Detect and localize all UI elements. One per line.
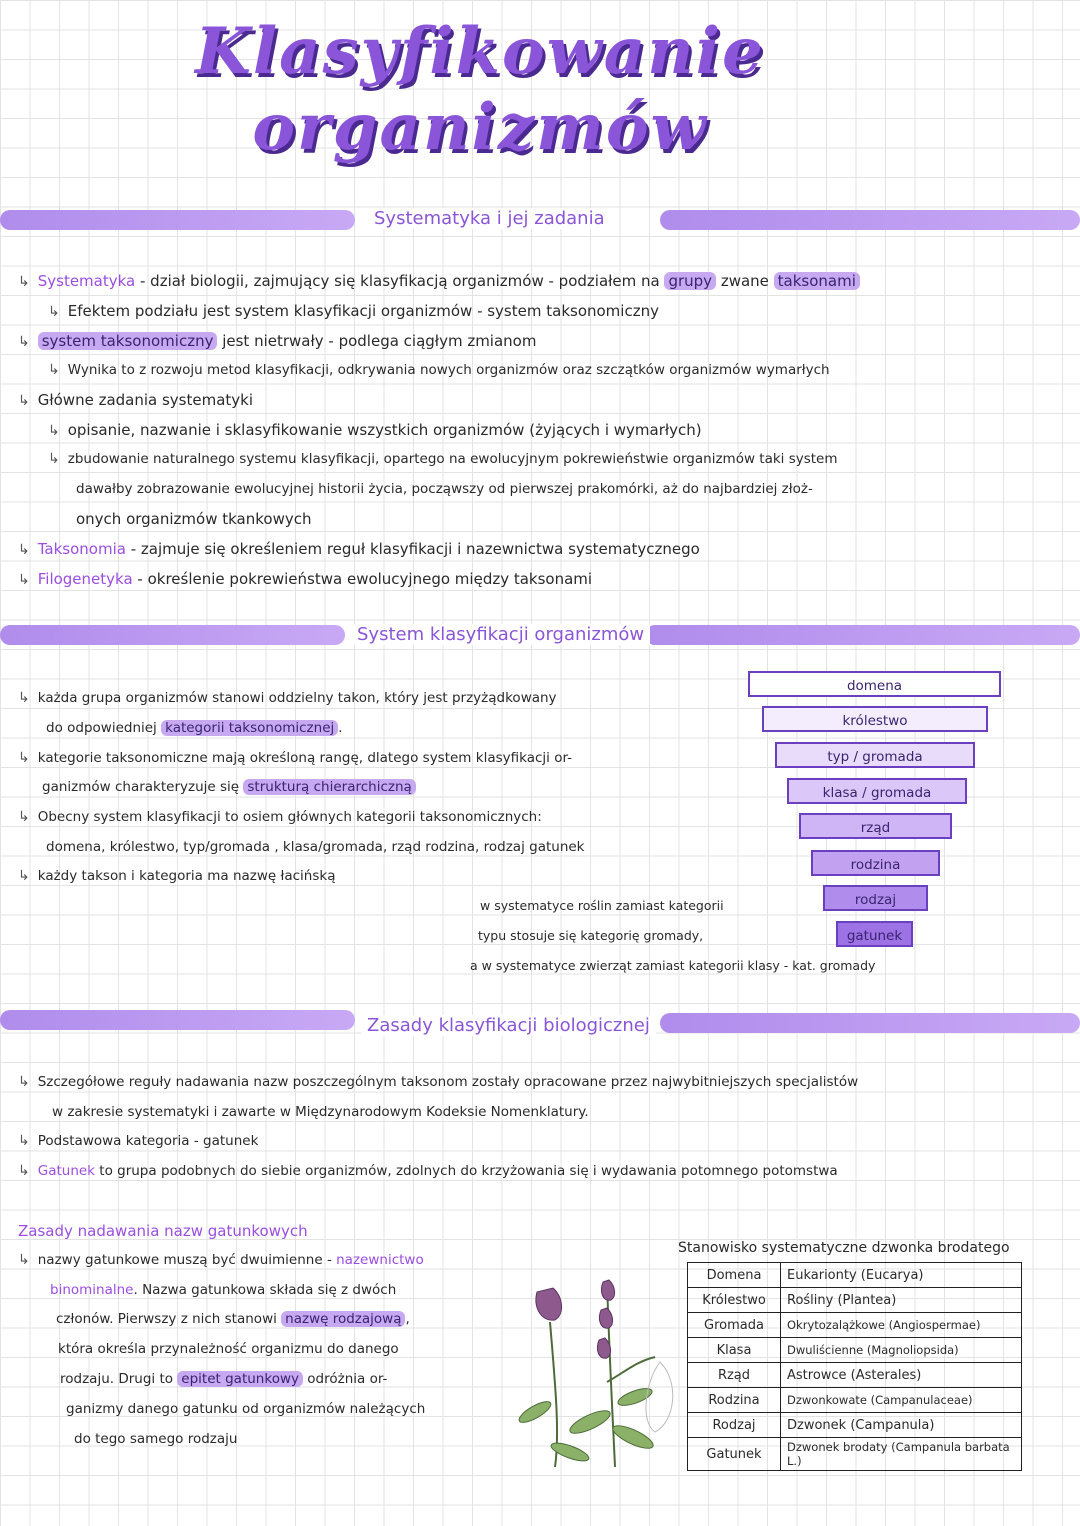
bellflower-illustration [515,1262,685,1472]
text-line [18,868,335,884]
table-row [688,1288,1022,1313]
title-line-2: organizmów [252,90,708,165]
table-row [688,1263,1022,1288]
table-cell: Rośliny (Plantea) [781,1288,1022,1313]
taxonomy-table [687,1262,1022,1471]
text: która określa przynależność organizmu do danego [58,1341,399,1357]
highlight: kategorii taksonomicznej [161,720,338,736]
arrow-icon: ↳ [18,542,30,558]
text: nazwy gatunkowe muszą być dwuimienne - [37,1252,337,1268]
arrow-icon: ↳ [18,1163,30,1179]
text: . [338,720,343,736]
text-line [18,1074,858,1090]
arrow-icon: ↳ [18,1252,30,1268]
text-line [18,1163,838,1179]
text-line [18,570,592,588]
table-title: Stanowisko systematyczne dzwonka brodatego [678,1240,1010,1256]
table-cell: Rodzina [688,1388,781,1413]
text-line [18,750,572,766]
pyramid-rodzaj: rodzaj [823,885,928,911]
text: . Nazwa gatunkowa składa się z dwóch [133,1282,397,1298]
text: to grupa podobnych do siebie organizmów, zdolnych do krzyżowania się i wydawania potomnego potomstwa [95,1163,838,1179]
section-heading-zasady: Zasady klasyfikacji biologicznej [361,1015,656,1036]
text-line [46,839,585,855]
text-line [66,1401,425,1417]
term: nazewnictwo [336,1252,424,1268]
note-line: a w systematyce zwierząt zamiast kategorii klasy - kat. gromady [470,958,876,973]
text: jest nietrwały - podlega ciągłym zmianom [217,332,537,350]
text-line [18,809,542,825]
text-line [50,1282,396,1298]
table-cell: Klasa [688,1338,781,1363]
term: binominalne [50,1282,134,1298]
section-band [0,1010,355,1030]
arrow-icon: ↳ [18,750,30,766]
arrow-icon: ↳ [48,304,60,320]
text: rodzaju. Drugi to [60,1371,178,1387]
table-cell: Rząd [688,1363,781,1388]
arrow-icon: ↳ [18,809,30,825]
table-row [688,1413,1022,1438]
page-title [100,14,860,166]
text: dawałby zobrazowanie ewolucyjnej historii życia, począwszy od pierwszej prakomórki, aż do najbardziej złoż- [76,481,813,497]
text: Szczegółowe reguły nadawania nazw poszczególnym taksonom zostały opracowane przez najwybitniejszych specjalistów [37,1074,859,1090]
arrow-icon: ↳ [48,423,60,439]
text-line [46,720,343,736]
highlight: taksonami [774,272,860,290]
pyramid-rodzina: rodzina [811,850,940,876]
table-cell: Dzwonek (Campanula) [781,1413,1022,1438]
arrow-icon: ↳ [18,334,30,350]
table-cell: Dwuliścienne (Magnoliopsida) [781,1338,1022,1363]
arrow-icon: ↳ [18,1074,30,1090]
text: każda grupa organizmów stanowi oddzielny takon, który jest przyżądkowany [37,690,557,706]
text-line [18,1133,258,1149]
text-line [60,1371,387,1387]
pyramid-krolestwo: królestwo [762,706,988,732]
table-cell: Gromada [688,1313,781,1338]
pyramid-domena: domena [748,671,1001,697]
section-heading-system: System klasyfikacji organizmów [351,624,650,645]
text-line [48,302,659,320]
arrow-icon: ↳ [48,362,60,378]
highlight: system taksonomiczny [38,332,218,350]
text: - dział biologii, zajmujący się klasyfikacją organizmów - podziałem na [135,272,665,290]
text-line [18,332,536,350]
highlight: strukturą chierarchiczną [243,779,415,795]
table-row [688,1313,1022,1338]
table-cell: Królestwo [688,1288,781,1313]
text: kategorie taksonomiczne mają określoną rangę, dlatego system klasyfikacji or- [37,750,573,766]
pyramid-rzad: rząd [799,813,952,839]
arrow-icon: ↳ [18,1133,30,1149]
text-line [56,1311,410,1327]
text: zbudowanie naturalnego systemu klasyfikacji, opartego na ewolucyjnym pokrewieństwie organizmów taki system [67,451,838,467]
table-row [688,1388,1022,1413]
pyramid-typ: typ / gromada [775,742,975,768]
text-line [52,1104,589,1120]
table-row [688,1438,1022,1471]
text: domena, królestwo, typ/gromada , klasa/gromada, rząd rodzina, rodzaj gatunek [46,839,585,855]
text: Podstawowa kategoria - gatunek [37,1133,259,1149]
text-line [76,510,311,528]
text: - określenie pokrewieństwa ewolucyjnego między taksonami [132,570,593,588]
arrow-icon: ↳ [48,451,60,467]
text-line [74,1431,237,1447]
text: w zakresie systematyki i zawarte w Międzynarodowym Kodeksie Nomenklatury. [52,1104,589,1120]
term: Taksonomia [37,540,126,558]
text-line [48,451,838,467]
term: Systematyka [37,272,136,290]
section-band [0,210,355,230]
arrow-icon: ↳ [18,393,30,409]
text: do odpowiedniej [46,720,162,736]
pyramid-gatunek: gatunek [836,921,913,947]
arrow-icon: ↳ [18,690,30,706]
section-heading-systematyka: Systematyka i jej zadania [368,208,611,229]
title-line-1: Klasyfikowanie [195,14,765,89]
text: zwane [716,272,774,290]
text: onych organizmów tkankowych [76,510,312,528]
table-row [688,1363,1022,1388]
arrow-icon: ↳ [18,572,30,588]
section-band [660,210,1080,230]
term: Filogenetyka [37,570,133,588]
text-line [58,1341,399,1357]
text-line [48,362,830,378]
table-cell: Rodzaj [688,1413,781,1438]
text: Główne zadania systematyki [37,391,254,409]
text-line [18,540,700,558]
text-line [76,481,813,497]
highlight: grupy [664,272,716,290]
arrow-icon: ↳ [18,868,30,884]
table-cell: Domena [688,1263,781,1288]
text: , [405,1311,410,1327]
section-band [645,625,1080,645]
note-line: w systematyce roślin zamiast kategorii [480,898,724,913]
section-band [660,1013,1080,1033]
text: odróżnia or- [302,1371,388,1387]
section-band [0,625,345,645]
text: ganizmy danego gatunku od organizmów należących [66,1401,426,1417]
table-cell: Okrytozalążkowe (Angiospermae) [781,1313,1022,1338]
term: Gatunek [37,1163,95,1179]
text-line [48,421,702,439]
arrow-icon: ↳ [18,274,30,290]
table-cell: Dzwonek brodaty (Campanula barbata L.) [781,1438,1022,1471]
table-cell: Gatunek [688,1438,781,1471]
sub-heading: Zasady nadawania nazw gatunkowych [18,1222,308,1240]
text: Wynika to z rozwoju metod klasyfikacji, odkrywania nowych organizmów oraz szczątków organizmów wymarłych [67,362,830,378]
note-line: typu stosuje się kategorię gromady, [478,928,704,943]
table-cell: Dzwonkowate (Campanulaceae) [781,1388,1022,1413]
text-line [18,272,860,290]
text-line [18,1252,424,1268]
table-cell: Astrowce (Asterales) [781,1363,1022,1388]
text-line [42,779,416,795]
table-row [688,1338,1022,1363]
text: opisanie, nazwanie i sklasyfikowanie wszystkich organizmów (żyjących i wymarłych) [67,421,702,439]
text: członów. Pierwszy z nich stanowi [56,1311,282,1327]
text: każdy takson i kategoria ma nazwę łacińską [37,868,336,884]
text-line [18,690,557,706]
table-cell: Eukarionty (Eucarya) [781,1263,1022,1288]
text: Obecny system klasyfikacji to osiem głównych kategorii taksonomicznych: [37,809,542,825]
text: do tego samego rodzaju [74,1431,238,1447]
text: - zajmuje się określeniem reguł klasyfikacji i nazewnictwa systematycznego [125,540,700,558]
highlight: epitet gatunkowy [177,1371,303,1387]
text: Efektem podziału jest system klasyfikacji organizmów - system taksonomiczny [67,302,659,320]
text-line [18,391,253,409]
pyramid-klasa: klasa / gromada [787,778,967,804]
text: ganizmów charakteryzuje się [42,779,244,795]
highlight: nazwę rodzajową [281,1311,405,1327]
